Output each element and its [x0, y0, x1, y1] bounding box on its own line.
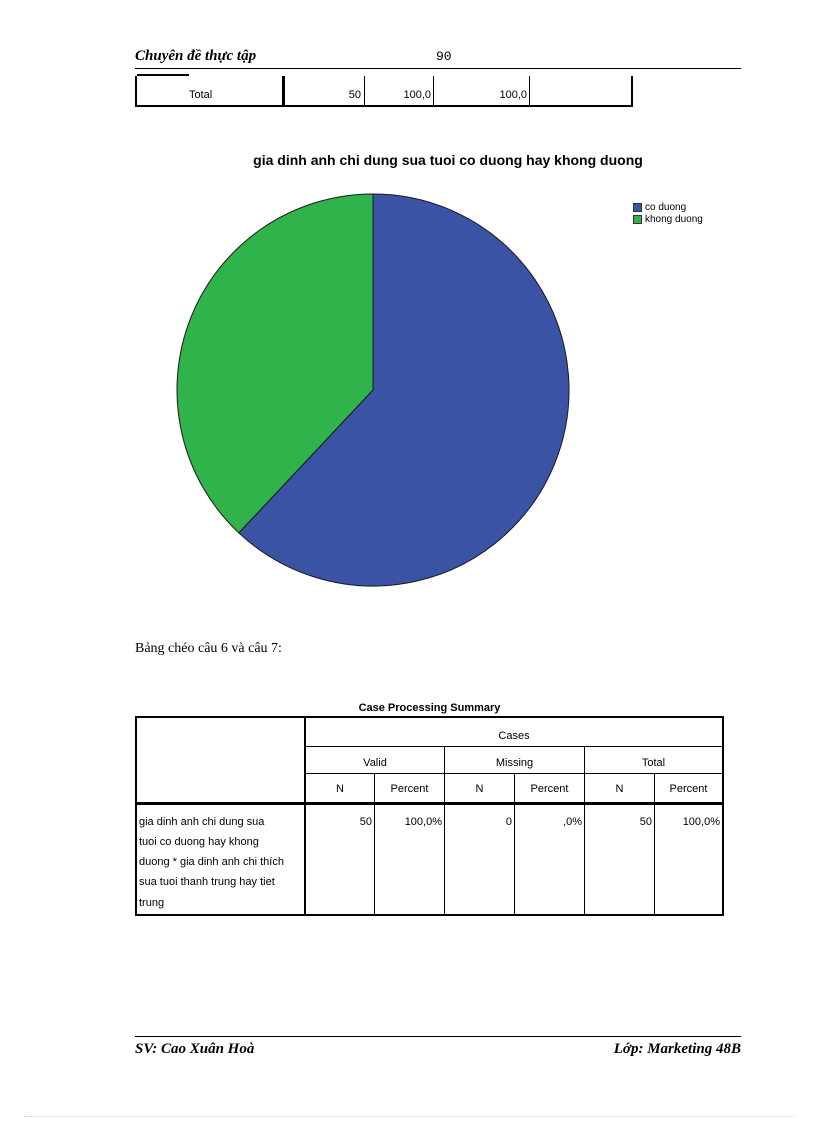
row-label-line: duong * gia dinh anh chi thích	[139, 856, 284, 868]
legend-item-co-duong	[633, 201, 703, 213]
total-row-percent: 100,0	[403, 89, 431, 101]
subheader-n: N	[615, 783, 624, 795]
crosstab-caption: Bảng chéo câu 6 và câu 7:	[135, 641, 282, 656]
value-missing-n: 0	[505, 816, 512, 828]
subheader-percent: Percent	[390, 783, 429, 795]
total-row-valid-percent: 100,0	[499, 89, 527, 101]
value-valid-percent: 100,0%	[404, 816, 442, 828]
row-label-line: tuoi co duong hay khong	[139, 836, 259, 848]
row-label-line: trung	[139, 897, 165, 909]
footer-rule	[135, 1036, 741, 1037]
header-valid: Valid	[363, 757, 387, 769]
legend-label: co duong	[645, 201, 687, 213]
row-label-line: gia dinh anh chi dung sua	[139, 816, 265, 828]
legend-swatch	[633, 215, 642, 224]
subheader-n: N	[336, 783, 344, 795]
subheader-n: N	[475, 783, 484, 795]
case-summary-table	[135, 716, 724, 916]
header-title: Chuyên đề thực tập	[135, 48, 257, 64]
page-edge	[24, 1116, 794, 1117]
total-row-n: 50	[348, 89, 361, 101]
row-label-line: sua tuoi thanh trung hay tiet	[139, 876, 275, 888]
value-valid-n: 50	[359, 816, 372, 828]
page-number: 90	[436, 49, 452, 64]
header-total: Total	[641, 757, 666, 769]
legend-swatch	[633, 203, 642, 212]
value-total-percent: 100,0%	[682, 816, 720, 828]
footer-class: Lớp: Marketing 48B	[613, 1041, 741, 1057]
subheader-percent: Percent	[530, 783, 569, 795]
subheader-percent: Percent	[669, 783, 708, 795]
header-missing: Missing	[495, 757, 534, 769]
chart-legend	[633, 201, 703, 225]
table-line	[654, 774, 655, 914]
table-line	[374, 774, 375, 914]
table-line	[137, 802, 722, 805]
footer-student: SV: Cao Xuân Hoà	[135, 1041, 255, 1057]
value-total-n: 50	[639, 816, 652, 828]
legend-item-khong-duong	[633, 213, 703, 225]
header-cases: Cases	[498, 730, 530, 742]
total-row-label: Total	[189, 89, 213, 101]
table-line	[304, 773, 722, 774]
case-summary-title: Case Processing Summary	[358, 702, 501, 714]
value-missing-percent: ,0%	[563, 816, 582, 828]
table-line	[304, 746, 722, 747]
table-line	[514, 774, 515, 914]
legend-label: khong duong	[645, 213, 703, 225]
chart-title: gia dinh anh chi dung sua tuoi co duong hay khong duong	[253, 152, 643, 168]
